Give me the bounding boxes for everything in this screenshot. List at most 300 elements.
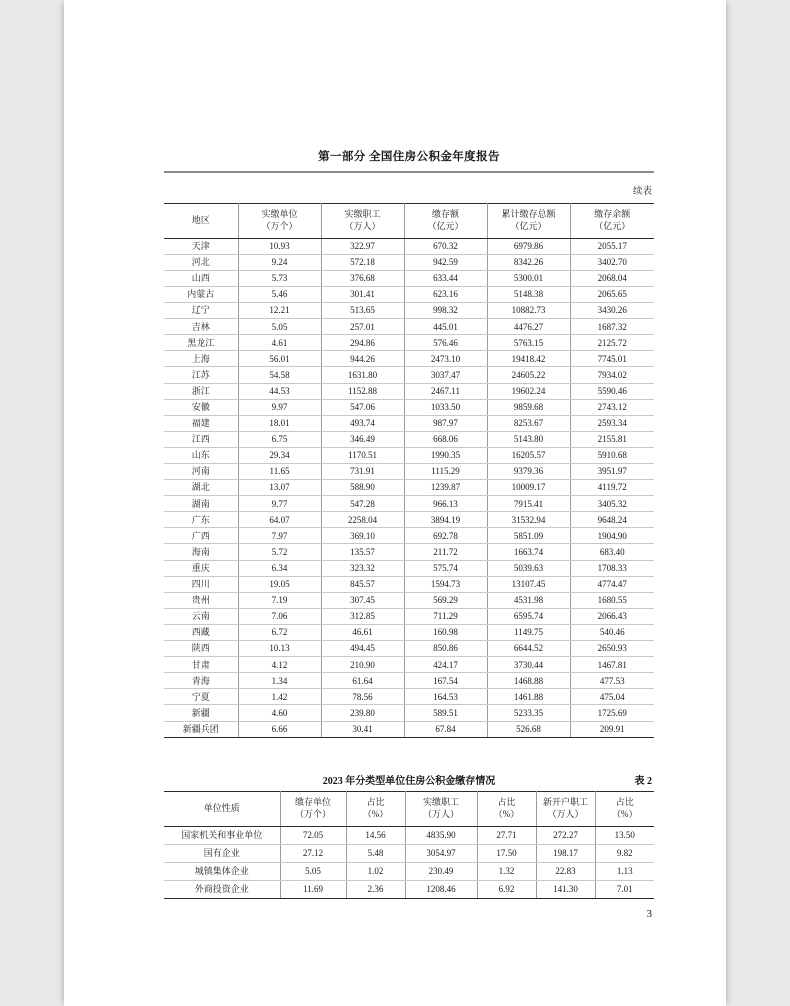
data-cell: 13.07 <box>238 480 321 496</box>
data-cell: 513.65 <box>321 303 404 319</box>
column-header-line1: 缴存余额 <box>594 209 631 219</box>
data-cell: 1631.80 <box>321 367 404 383</box>
data-cell: 966.13 <box>404 496 487 512</box>
data-cell: 211.72 <box>404 544 487 560</box>
data-cell: 5.73 <box>238 270 321 286</box>
table-row <box>164 673 654 689</box>
column-header-line1: 累计缴存总额 <box>501 209 556 219</box>
data-cell: 670.32 <box>404 238 487 254</box>
table-row <box>164 528 654 544</box>
data-cell: 5233.35 <box>487 705 570 721</box>
data-cell: 1990.35 <box>404 447 487 463</box>
data-cell: 4531.98 <box>487 592 570 608</box>
data-cell: 5910.68 <box>570 447 654 463</box>
data-cell: 9.82 <box>595 844 654 862</box>
data-cell: 18.01 <box>238 415 321 431</box>
table-row <box>164 431 654 447</box>
data-cell: 72.05 <box>280 826 346 844</box>
data-cell: 424.17 <box>404 657 487 673</box>
column-header-region <box>164 204 238 239</box>
table-row <box>164 880 654 898</box>
data-cell: 3037.47 <box>404 367 487 383</box>
data-cell: 1468.88 <box>487 673 570 689</box>
table-row <box>164 319 654 335</box>
data-cell: 633.44 <box>404 270 487 286</box>
data-cell: 2065.65 <box>570 286 654 302</box>
data-cell: 14.56 <box>346 826 405 844</box>
data-cell: 3430.26 <box>570 303 654 319</box>
data-cell: 10009.17 <box>487 480 570 496</box>
data-cell: 376.68 <box>321 270 404 286</box>
running-head: 第一部分 全国住房公积金年度报告 <box>318 151 500 163</box>
data-cell: 1170.51 <box>321 447 404 463</box>
column-header-unit-nature <box>164 792 280 827</box>
data-cell: 1.02 <box>346 862 405 880</box>
data-cell: 7915.41 <box>487 496 570 512</box>
data-cell: 1594.73 <box>404 576 487 592</box>
data-cell: 1.13 <box>595 862 654 880</box>
data-cell: 572.18 <box>321 254 404 270</box>
table-row <box>164 560 654 576</box>
row-label-cell: 青海 <box>164 673 238 689</box>
table-row <box>164 415 654 431</box>
data-cell: 307.45 <box>321 592 404 608</box>
data-cell: 3951.97 <box>570 464 654 480</box>
data-cell: 210.90 <box>321 657 404 673</box>
row-label-cell: 山西 <box>164 270 238 286</box>
table-row <box>164 592 654 608</box>
column-header-line2: （亿元） <box>427 221 464 232</box>
data-cell: 1.34 <box>238 673 321 689</box>
row-label-cell: 天津 <box>164 238 238 254</box>
data-cell: 257.01 <box>321 319 404 335</box>
data-cell: 1115.29 <box>404 464 487 480</box>
data-cell: 12.21 <box>238 303 321 319</box>
row-label-cell: 新疆兵团 <box>164 721 238 737</box>
column-header-share-employees <box>477 792 536 827</box>
column-header-deposit-units <box>280 792 346 827</box>
column-header-paying-employees <box>321 204 404 239</box>
data-cell: 7.06 <box>238 608 321 624</box>
data-cell: 323.32 <box>321 560 404 576</box>
data-cell: 5039.63 <box>487 560 570 576</box>
data-cell: 7.19 <box>238 592 321 608</box>
page-content <box>164 0 654 1006</box>
row-label-cell: 陕西 <box>164 641 238 657</box>
data-cell: 4835.90 <box>405 826 477 844</box>
data-cell: 9379.36 <box>487 464 570 480</box>
row-label-cell: 宁夏 <box>164 689 238 705</box>
unit-type-table-number: 表 2 <box>634 776 652 787</box>
column-header-line1: 实缴职工 <box>422 797 459 807</box>
data-cell: 477.53 <box>570 673 654 689</box>
data-cell: 160.98 <box>404 624 487 640</box>
data-cell: 2068.04 <box>570 270 654 286</box>
data-cell: 1680.55 <box>570 592 654 608</box>
data-cell: 4476.27 <box>487 319 570 335</box>
data-cell: 3730.44 <box>487 657 570 673</box>
column-header-line2: （%） <box>612 809 638 820</box>
data-cell: 64.07 <box>238 512 321 528</box>
column-header-deposit-balance <box>570 204 654 239</box>
regional-housing-fund-table-wrapper <box>164 203 654 738</box>
data-cell: 294.86 <box>321 335 404 351</box>
data-cell: 576.46 <box>404 335 487 351</box>
data-cell: 683.40 <box>570 544 654 560</box>
data-cell: 1687.32 <box>570 319 654 335</box>
data-cell: 322.97 <box>321 238 404 254</box>
data-cell: 998.32 <box>404 303 487 319</box>
data-cell: 1461.88 <box>487 689 570 705</box>
row-label-cell: 四川 <box>164 576 238 592</box>
data-cell: 1708.33 <box>570 560 654 576</box>
table-header <box>164 792 654 827</box>
column-header-paying-units <box>238 204 321 239</box>
data-cell: 2066.43 <box>570 608 654 624</box>
data-cell: 4119.72 <box>570 480 654 496</box>
table-row <box>164 544 654 560</box>
data-cell: 942.59 <box>404 254 487 270</box>
row-label-cell: 城镇集体企业 <box>164 862 280 880</box>
data-cell: 67.84 <box>404 721 487 737</box>
table-row <box>164 689 654 705</box>
data-cell: 6.75 <box>238 431 321 447</box>
data-cell: 4774.47 <box>570 576 654 592</box>
data-cell: 5300.01 <box>487 270 570 286</box>
row-label-cell: 吉林 <box>164 319 238 335</box>
column-header-line1: 实缴单位 <box>261 209 298 219</box>
row-label-cell: 辽宁 <box>164 303 238 319</box>
row-label-cell: 甘肃 <box>164 657 238 673</box>
page-number: 3 <box>646 908 652 920</box>
data-cell: 2467.11 <box>404 383 487 399</box>
table-row <box>164 335 654 351</box>
data-cell: 589.51 <box>404 705 487 721</box>
table-body <box>164 238 654 737</box>
data-cell: 22.83 <box>536 862 595 880</box>
row-label-cell: 安徽 <box>164 399 238 415</box>
data-cell: 2650.93 <box>570 641 654 657</box>
row-label-cell: 江西 <box>164 431 238 447</box>
column-header-line1: 缴存额 <box>431 209 459 219</box>
column-header-line2: （亿元） <box>510 221 547 232</box>
unit-type-deposit-table <box>164 791 654 899</box>
data-cell: 1149.75 <box>487 624 570 640</box>
data-cell: 944.26 <box>321 351 404 367</box>
data-cell: 239.80 <box>321 705 404 721</box>
data-cell: 46.61 <box>321 624 404 640</box>
row-label-cell: 新疆 <box>164 705 238 721</box>
data-cell: 9.77 <box>238 496 321 512</box>
column-header-line2: （万个） <box>261 221 298 232</box>
data-cell: 526.68 <box>487 721 570 737</box>
data-cell: 27.12 <box>280 844 346 862</box>
row-label-cell: 湖北 <box>164 480 238 496</box>
data-cell: 8253.67 <box>487 415 570 431</box>
data-cell: 6.92 <box>477 880 536 898</box>
table-row <box>164 447 654 463</box>
table-header-row <box>164 204 654 239</box>
column-header-new-account-employees <box>536 792 595 827</box>
table-row <box>164 254 654 270</box>
row-label-cell: 黑龙江 <box>164 335 238 351</box>
data-cell: 9.24 <box>238 254 321 270</box>
data-cell: 272.27 <box>536 826 595 844</box>
data-cell: 1467.81 <box>570 657 654 673</box>
data-cell: 1033.50 <box>404 399 487 415</box>
table-row <box>164 608 654 624</box>
data-cell: 369.10 <box>321 528 404 544</box>
table-row <box>164 576 654 592</box>
table-row <box>164 399 654 415</box>
column-header-line1: 占比 <box>366 797 385 807</box>
column-header-line2: （%） <box>493 809 520 820</box>
data-cell: 24605.22 <box>487 367 570 383</box>
data-cell: 1152.88 <box>321 383 404 399</box>
data-cell: 5763.15 <box>487 335 570 351</box>
row-label-cell: 贵州 <box>164 592 238 608</box>
data-cell: 7.97 <box>238 528 321 544</box>
data-cell: 2473.10 <box>404 351 487 367</box>
data-cell: 445.01 <box>404 319 487 335</box>
data-cell: 31532.94 <box>487 512 570 528</box>
data-cell: 2.36 <box>346 880 405 898</box>
data-cell: 569.29 <box>404 592 487 608</box>
row-label-cell: 河南 <box>164 464 238 480</box>
table-row <box>164 624 654 640</box>
data-cell: 11.69 <box>280 880 346 898</box>
regional-housing-fund-table <box>164 203 654 738</box>
data-cell: 5.48 <box>346 844 405 862</box>
row-label-cell: 国家机关和事业单位 <box>164 826 280 844</box>
data-cell: 346.49 <box>321 431 404 447</box>
data-cell: 3894.19 <box>404 512 487 528</box>
table-row <box>164 270 654 286</box>
data-cell: 19602.24 <box>487 383 570 399</box>
data-cell: 164.53 <box>404 689 487 705</box>
data-cell: 44.53 <box>238 383 321 399</box>
data-cell: 10.93 <box>238 238 321 254</box>
data-cell: 5.46 <box>238 286 321 302</box>
data-cell: 27.71 <box>477 826 536 844</box>
row-label-cell: 西藏 <box>164 624 238 640</box>
data-cell: 2155.81 <box>570 431 654 447</box>
data-cell: 6644.52 <box>487 641 570 657</box>
data-cell: 17.50 <box>477 844 536 862</box>
data-cell: 9648.24 <box>570 512 654 528</box>
table-row <box>164 657 654 673</box>
data-cell: 2125.72 <box>570 335 654 351</box>
data-cell: 8342.26 <box>487 254 570 270</box>
column-header-paying-employees <box>405 792 477 827</box>
data-cell: 6.66 <box>238 721 321 737</box>
data-cell: 4.12 <box>238 657 321 673</box>
data-cell: 588.90 <box>321 480 404 496</box>
data-cell: 78.56 <box>321 689 404 705</box>
column-header-line1: 地区 <box>191 215 210 226</box>
column-header-line2: （万个） <box>294 809 331 820</box>
column-header-line1: 实缴职工 <box>344 209 381 219</box>
data-cell: 16205.57 <box>487 447 570 463</box>
table-row <box>164 367 654 383</box>
data-cell: 540.46 <box>570 624 654 640</box>
table-header-row <box>164 792 654 827</box>
data-cell: 475.04 <box>570 689 654 705</box>
data-cell: 61.64 <box>321 673 404 689</box>
row-label-cell: 云南 <box>164 608 238 624</box>
data-cell: 4.61 <box>238 335 321 351</box>
running-head-rule <box>164 171 654 173</box>
column-header-deposit-amount <box>404 204 487 239</box>
data-cell: 850.86 <box>404 641 487 657</box>
data-cell: 4.60 <box>238 705 321 721</box>
data-cell: 1208.46 <box>405 880 477 898</box>
data-cell: 7.01 <box>595 880 654 898</box>
data-cell: 11.65 <box>238 464 321 480</box>
data-cell: 209.91 <box>570 721 654 737</box>
data-cell: 493.74 <box>321 415 404 431</box>
column-header-line1: 单位性质 <box>203 803 240 814</box>
data-cell: 6.72 <box>238 624 321 640</box>
row-label-cell: 江苏 <box>164 367 238 383</box>
data-cell: 141.30 <box>536 880 595 898</box>
data-cell: 3402.70 <box>570 254 654 270</box>
data-cell: 547.28 <box>321 496 404 512</box>
document-page <box>64 0 726 1006</box>
data-cell: 547.06 <box>321 399 404 415</box>
data-cell: 2055.17 <box>570 238 654 254</box>
continued-table-label: 续表 <box>632 187 652 197</box>
data-cell: 6.34 <box>238 560 321 576</box>
data-cell: 7745.01 <box>570 351 654 367</box>
column-header-cumulative-deposit <box>487 204 570 239</box>
row-label-cell: 广西 <box>164 528 238 544</box>
table-row <box>164 844 654 862</box>
row-label-cell: 重庆 <box>164 560 238 576</box>
data-cell: 10882.73 <box>487 303 570 319</box>
data-cell: 10.13 <box>238 641 321 657</box>
data-cell: 2743.12 <box>570 399 654 415</box>
table-row <box>164 826 654 844</box>
data-cell: 731.91 <box>321 464 404 480</box>
row-label-cell: 广东 <box>164 512 238 528</box>
data-cell: 692.78 <box>404 528 487 544</box>
data-cell: 711.29 <box>404 608 487 624</box>
data-cell: 1239.87 <box>404 480 487 496</box>
data-cell: 13107.45 <box>487 576 570 592</box>
table-header <box>164 204 654 239</box>
data-cell: 623.16 <box>404 286 487 302</box>
data-cell: 1.32 <box>477 862 536 880</box>
data-cell: 6979.86 <box>487 238 570 254</box>
data-cell: 3054.97 <box>405 844 477 862</box>
column-header-line2: （%） <box>362 809 389 820</box>
data-cell: 54.58 <box>238 367 321 383</box>
data-cell: 6595.74 <box>487 608 570 624</box>
table-row <box>164 480 654 496</box>
data-cell: 5148.38 <box>487 286 570 302</box>
data-cell: 230.49 <box>405 862 477 880</box>
data-cell: 135.57 <box>321 544 404 560</box>
table-row <box>164 286 654 302</box>
row-label-cell: 河北 <box>164 254 238 270</box>
column-header-line1: 占比 <box>615 797 634 807</box>
data-cell: 494.45 <box>321 641 404 657</box>
table-row <box>164 705 654 721</box>
row-label-cell: 内蒙古 <box>164 286 238 302</box>
column-header-share-new-accounts <box>595 792 654 827</box>
table-row <box>164 512 654 528</box>
row-label-cell: 上海 <box>164 351 238 367</box>
row-label-cell: 浙江 <box>164 383 238 399</box>
data-cell: 56.01 <box>238 351 321 367</box>
table-row <box>164 862 654 880</box>
data-cell: 7934.02 <box>570 367 654 383</box>
data-cell: 2593.34 <box>570 415 654 431</box>
data-cell: 668.06 <box>404 431 487 447</box>
data-cell: 5.72 <box>238 544 321 560</box>
data-cell: 9859.68 <box>487 399 570 415</box>
data-cell: 845.57 <box>321 576 404 592</box>
data-cell: 312.85 <box>321 608 404 624</box>
data-cell: 29.34 <box>238 447 321 463</box>
data-cell: 1663.74 <box>487 544 570 560</box>
data-cell: 30.41 <box>321 721 404 737</box>
data-cell: 301.41 <box>321 286 404 302</box>
table-row <box>164 496 654 512</box>
data-cell: 13.50 <box>595 826 654 844</box>
table-row <box>164 464 654 480</box>
column-header-line2: （万人） <box>547 809 584 820</box>
data-cell: 198.17 <box>536 844 595 862</box>
unit-type-deposit-table-wrapper <box>164 791 654 899</box>
data-cell: 1725.69 <box>570 705 654 721</box>
row-label-cell: 山东 <box>164 447 238 463</box>
data-cell: 167.54 <box>404 673 487 689</box>
data-cell: 575.74 <box>404 560 487 576</box>
column-header-share-units <box>346 792 405 827</box>
data-cell: 9.97 <box>238 399 321 415</box>
data-cell: 1904.90 <box>570 528 654 544</box>
row-label-cell: 福建 <box>164 415 238 431</box>
data-cell: 5590.46 <box>570 383 654 399</box>
table-row <box>164 383 654 399</box>
column-header-line1: 占比 <box>497 797 516 807</box>
table-row <box>164 721 654 737</box>
column-header-line2: （万人） <box>422 809 459 820</box>
table-body <box>164 826 654 898</box>
table-row <box>164 303 654 319</box>
row-label-cell: 外商投资企业 <box>164 880 280 898</box>
unit-type-table-title: 2023 年分类型单位住房公积金缴存情况 <box>322 776 496 787</box>
data-cell: 1.42 <box>238 689 321 705</box>
table-row <box>164 238 654 254</box>
data-cell: 5.05 <box>280 862 346 880</box>
column-header-line1: 缴存单位 <box>294 797 331 807</box>
data-cell: 987.97 <box>404 415 487 431</box>
column-header-line1: 新开户职工 <box>542 797 588 807</box>
data-cell: 5143.80 <box>487 431 570 447</box>
data-cell: 5.05 <box>238 319 321 335</box>
row-label-cell: 国有企业 <box>164 844 280 862</box>
data-cell: 19.05 <box>238 576 321 592</box>
row-label-cell: 海南 <box>164 544 238 560</box>
column-header-line2: （亿元） <box>594 221 631 232</box>
data-cell: 2258.04 <box>321 512 404 528</box>
data-cell: 19418.42 <box>487 351 570 367</box>
row-label-cell: 湖南 <box>164 496 238 512</box>
data-cell: 3405.32 <box>570 496 654 512</box>
